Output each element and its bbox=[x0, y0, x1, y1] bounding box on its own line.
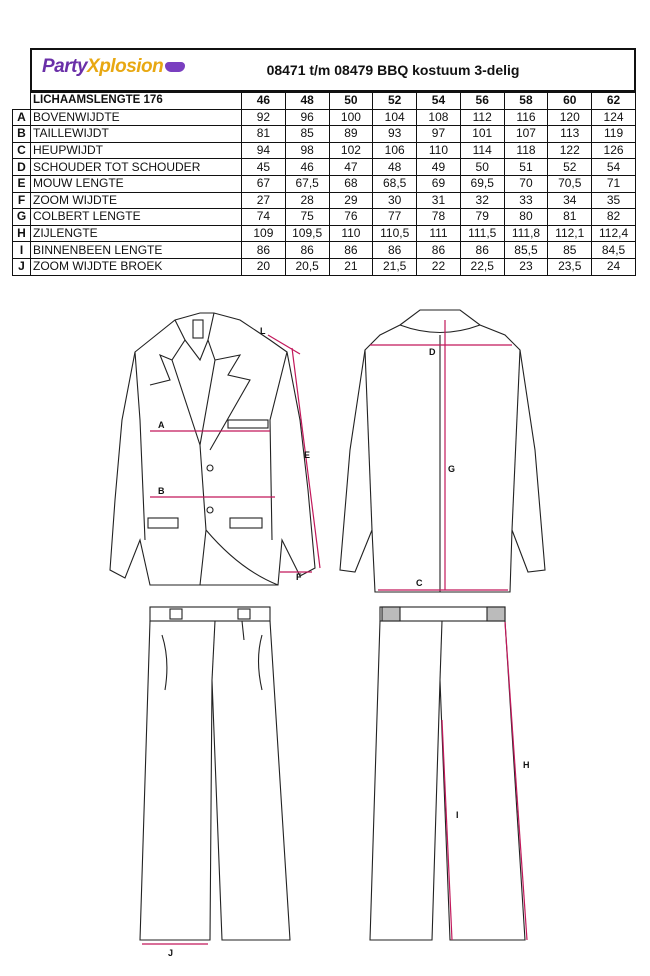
measurement-letter: H bbox=[13, 225, 31, 242]
measurement-value: 111 bbox=[417, 225, 461, 242]
measurement-value: 98 bbox=[285, 142, 329, 159]
measurement-value: 116 bbox=[504, 109, 548, 126]
label-j: J bbox=[168, 948, 174, 958]
chart-header bbox=[30, 48, 636, 92]
measurement-value: 22 bbox=[417, 258, 461, 275]
measurement-value: 76 bbox=[329, 209, 373, 226]
table-row bbox=[13, 225, 636, 242]
measurement-value: 126 bbox=[592, 142, 636, 159]
label-l: L bbox=[260, 326, 266, 336]
measurement-value: 86 bbox=[417, 242, 461, 259]
jacket-front bbox=[110, 313, 315, 585]
measurement-value: 30 bbox=[373, 192, 417, 209]
measurement-value: 70 bbox=[504, 175, 548, 192]
measurement-letter: E bbox=[13, 175, 31, 192]
measurement-value: 84,5 bbox=[592, 242, 636, 259]
measurement-value: 28 bbox=[285, 192, 329, 209]
measurement-value: 34 bbox=[548, 192, 592, 209]
trousers-front bbox=[140, 607, 290, 940]
measurement-name: COLBERT LENGTE bbox=[31, 209, 242, 226]
header-blank-cell bbox=[13, 93, 31, 110]
logo-text-xplosion: Xplosion bbox=[87, 56, 164, 77]
measurement-value: 101 bbox=[460, 126, 504, 143]
measurement-value: 94 bbox=[242, 142, 286, 159]
measurement-value: 21,5 bbox=[373, 258, 417, 275]
measurement-value: 74 bbox=[242, 209, 286, 226]
measurement-value: 29 bbox=[329, 192, 373, 209]
measurement-value: 111,8 bbox=[504, 225, 548, 242]
measurement-value: 110 bbox=[329, 225, 373, 242]
measurement-value: 114 bbox=[460, 142, 504, 159]
measurement-value: 86 bbox=[242, 242, 286, 259]
measurement-value: 24 bbox=[592, 258, 636, 275]
label-e: E bbox=[304, 450, 311, 460]
measurement-value: 67 bbox=[242, 175, 286, 192]
measurement-name: ZOOM WIJDTE BROEK bbox=[31, 258, 242, 275]
measurement-value: 47 bbox=[329, 159, 373, 176]
measurement-value: 49 bbox=[417, 159, 461, 176]
measurement-value: 79 bbox=[460, 209, 504, 226]
measurement-value: 102 bbox=[329, 142, 373, 159]
measurement-value: 108 bbox=[417, 109, 461, 126]
measurement-value: 81 bbox=[548, 209, 592, 226]
table-row bbox=[13, 159, 636, 176]
measurement-lines bbox=[142, 320, 527, 944]
measurement-value: 75 bbox=[285, 209, 329, 226]
size-col-header: 58 bbox=[504, 93, 548, 110]
measurement-letter: J bbox=[13, 258, 31, 275]
table-row bbox=[13, 126, 636, 143]
label-a: A bbox=[158, 420, 165, 430]
label-f: F bbox=[296, 572, 302, 582]
measurement-value: 124 bbox=[592, 109, 636, 126]
size-col-header: 56 bbox=[460, 93, 504, 110]
measurement-letter: G bbox=[13, 209, 31, 226]
table-row bbox=[13, 175, 636, 192]
measurement-value: 86 bbox=[329, 242, 373, 259]
measurement-value: 71 bbox=[592, 175, 636, 192]
measurement-name: BINNENBEEN LENGTE bbox=[31, 242, 242, 259]
size-col-header: 48 bbox=[285, 93, 329, 110]
size-col-header: 60 bbox=[548, 93, 592, 110]
measurement-value: 89 bbox=[329, 126, 373, 143]
measurement-value: 107 bbox=[504, 126, 548, 143]
table-row bbox=[13, 258, 636, 275]
measurement-value: 110 bbox=[417, 142, 461, 159]
measurement-value: 96 bbox=[285, 109, 329, 126]
measurement-value: 23,5 bbox=[548, 258, 592, 275]
measurement-letter: B bbox=[13, 126, 31, 143]
measurement-value: 85 bbox=[285, 126, 329, 143]
measurement-value: 122 bbox=[548, 142, 592, 159]
size-col-header: 62 bbox=[592, 93, 636, 110]
measurement-value: 86 bbox=[373, 242, 417, 259]
measurement-value: 22,5 bbox=[460, 258, 504, 275]
measurement-value: 106 bbox=[373, 142, 417, 159]
size-header-row bbox=[13, 93, 636, 110]
size-col-header: 54 bbox=[417, 93, 461, 110]
measurement-letter: C bbox=[13, 142, 31, 159]
measurement-value: 118 bbox=[504, 142, 548, 159]
measurement-name: TAILLEWIJDT bbox=[31, 126, 242, 143]
size-table bbox=[12, 92, 636, 276]
measurement-value: 111,5 bbox=[460, 225, 504, 242]
measurement-letter: I bbox=[13, 242, 31, 259]
measurement-value: 50 bbox=[460, 159, 504, 176]
size-col-header: 50 bbox=[329, 93, 373, 110]
label-h: H bbox=[523, 760, 530, 770]
measurement-value: 112 bbox=[460, 109, 504, 126]
measurement-value: 54 bbox=[592, 159, 636, 176]
measurement-value: 93 bbox=[373, 126, 417, 143]
measurement-value: 31 bbox=[417, 192, 461, 209]
measurement-value: 20 bbox=[242, 258, 286, 275]
measurement-value: 68,5 bbox=[373, 175, 417, 192]
measurement-value: 110,5 bbox=[373, 225, 417, 242]
label-b: B bbox=[158, 486, 165, 496]
label-c: C bbox=[416, 578, 423, 588]
measurement-value: 85,5 bbox=[504, 242, 548, 259]
size-col-header: 52 bbox=[373, 93, 417, 110]
label-i: I bbox=[456, 810, 459, 820]
label-d: D bbox=[429, 347, 436, 357]
measurement-name: ZIJLENGTE bbox=[31, 225, 242, 242]
measurement-value: 112,4 bbox=[592, 225, 636, 242]
measurement-value: 68 bbox=[329, 175, 373, 192]
table-row bbox=[13, 209, 636, 226]
measurement-value: 78 bbox=[417, 209, 461, 226]
measurement-value: 81 bbox=[242, 126, 286, 143]
measurement-value: 92 bbox=[242, 109, 286, 126]
jacket-back bbox=[340, 310, 545, 592]
measurement-letter: A bbox=[13, 109, 31, 126]
logo-text-party: Party bbox=[42, 56, 88, 77]
measurement-value: 97 bbox=[417, 126, 461, 143]
table-row bbox=[13, 192, 636, 209]
table-row bbox=[13, 109, 636, 126]
measurement-value: 21 bbox=[329, 258, 373, 275]
suit-technical-drawing bbox=[0, 300, 650, 976]
measurement-value: 27 bbox=[242, 192, 286, 209]
measurement-value: 104 bbox=[373, 109, 417, 126]
table-row bbox=[13, 142, 636, 159]
measurement-value: 67,5 bbox=[285, 175, 329, 192]
document-title: 08471 t/m 08479 BBQ kostuum 3-delig bbox=[266, 62, 520, 78]
measurement-value: 69 bbox=[417, 175, 461, 192]
measurement-value: 80 bbox=[504, 209, 548, 226]
measure-line-l bbox=[268, 335, 300, 354]
measurement-value: 113 bbox=[548, 126, 592, 143]
measurement-name: HEUPWIJDT bbox=[31, 142, 242, 159]
measurement-value: 77 bbox=[373, 209, 417, 226]
measurement-value: 100 bbox=[329, 109, 373, 126]
size-col-header: 46 bbox=[242, 93, 286, 110]
table-row bbox=[13, 242, 636, 259]
measurement-value: 20,5 bbox=[285, 258, 329, 275]
measurement-value: 32 bbox=[460, 192, 504, 209]
measurement-value: 82 bbox=[592, 209, 636, 226]
measurement-value: 85 bbox=[548, 242, 592, 259]
measurement-value: 45 bbox=[242, 159, 286, 176]
measurement-value: 70,5 bbox=[548, 175, 592, 192]
measurement-value: 51 bbox=[504, 159, 548, 176]
measurement-value: 119 bbox=[592, 126, 636, 143]
measurement-name: BOVENWIJDTE bbox=[31, 109, 242, 126]
measurement-value: 109 bbox=[242, 225, 286, 242]
measurement-letter: F bbox=[13, 192, 31, 209]
measurement-name: ZOOM WIJDTE bbox=[31, 192, 242, 209]
measurement-value: 69,5 bbox=[460, 175, 504, 192]
measurement-value: 23 bbox=[504, 258, 548, 275]
trousers-back bbox=[370, 607, 525, 940]
measurement-value: 120 bbox=[548, 109, 592, 126]
measurement-value: 112,1 bbox=[548, 225, 592, 242]
measure-line-i bbox=[442, 720, 452, 940]
measurement-value: 46 bbox=[285, 159, 329, 176]
measure-line-h bbox=[505, 622, 527, 940]
size-table-body bbox=[13, 109, 636, 275]
measurement-name: MOUW LENGTE bbox=[31, 175, 242, 192]
measurement-value: 48 bbox=[373, 159, 417, 176]
measurement-letter: D bbox=[13, 159, 31, 176]
measurement-value: 86 bbox=[460, 242, 504, 259]
measurement-name: SCHOUDER TOT SCHOUDER bbox=[31, 159, 242, 176]
measurement-value: 35 bbox=[592, 192, 636, 209]
body-length-label: LICHAAMSLENGTE 176 bbox=[31, 93, 242, 110]
measurement-value: 109,5 bbox=[285, 225, 329, 242]
measurement-value: 52 bbox=[548, 159, 592, 176]
measurement-value: 86 bbox=[285, 242, 329, 259]
label-g: G bbox=[448, 464, 456, 474]
measurement-value: 33 bbox=[504, 192, 548, 209]
